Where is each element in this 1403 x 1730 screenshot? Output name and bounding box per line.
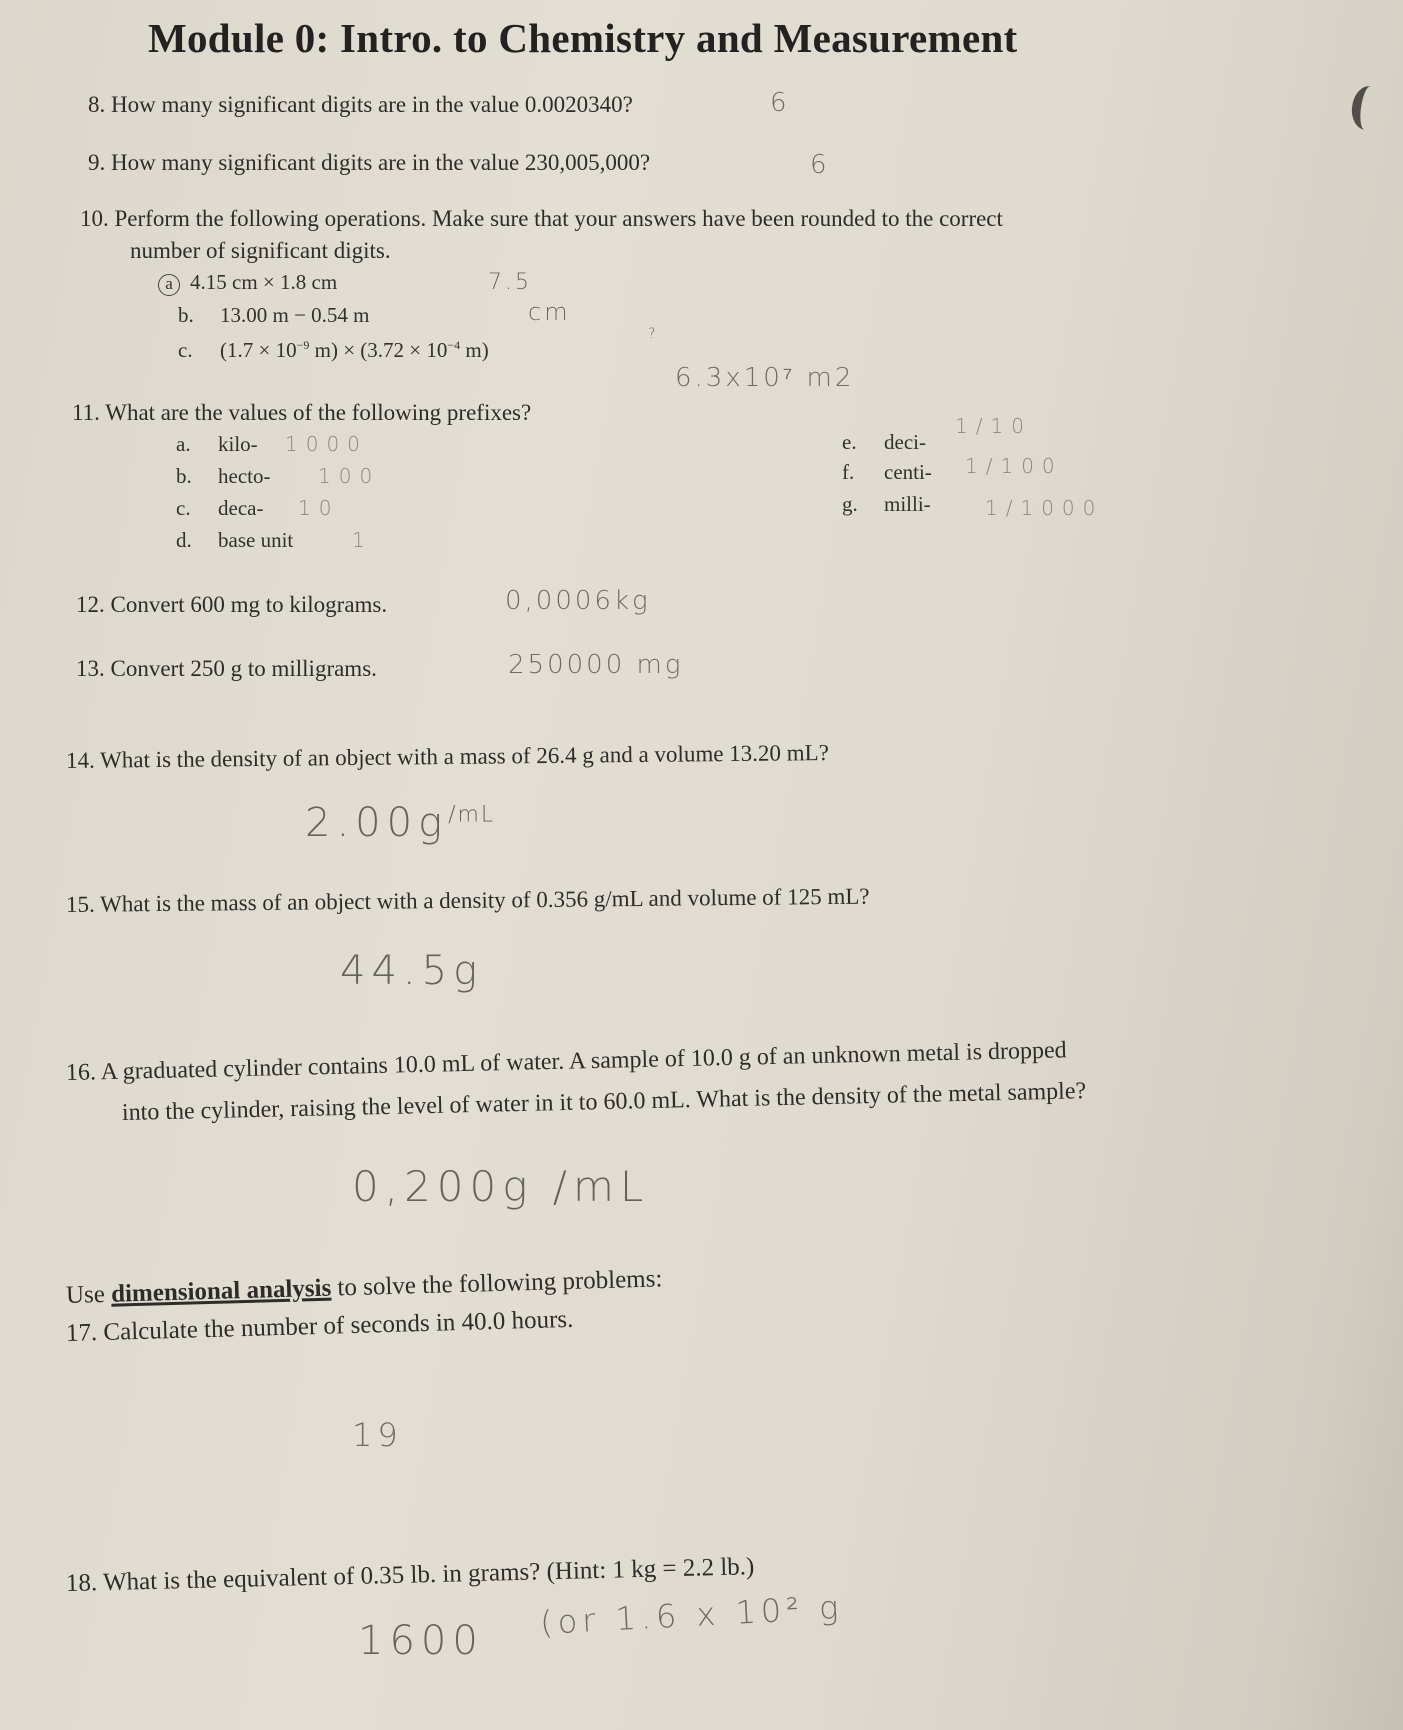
question-16-line2: into the cylinder, raising the level of water in it to 60.0 mL. What is the density of the metal sample? <box>121 1078 1087 1126</box>
answer-14: $2.00g^{/mL}$ <box>305 800 496 846</box>
answer-18-alt: (or 1.6 x 10² g <box>539 1588 845 1642</box>
question-15: 15. What is the mass of an object with a density of 0.356 g/mL and volume of 125 mL? <box>65 883 870 917</box>
question-17: 17. Calculate the number of seconds in 40.0 hours. <box>65 1305 574 1347</box>
binder-clip-shadow <box>1349 84 1386 132</box>
dimensional-analysis-instructions: Use dimensional analysis to solve the following problems: <box>65 1265 663 1309</box>
page-title: Module 0: Intro. to Chemistry and Measurement <box>148 15 1018 61</box>
expr-10a: 4.15 cm × 1.8 cm <box>190 270 338 294</box>
answer-18: 1600 <box>358 1618 484 1664</box>
answer-hecto: 100 <box>318 464 381 488</box>
answer-base-unit: 1 <box>352 528 373 552</box>
question-10a <box>158 270 337 296</box>
answer-deca: 10 <box>298 496 340 520</box>
prefix-kilo: a. kilo- <box>176 432 258 456</box>
emphasis-dimensional-analysis: dimensional analysis <box>110 1274 332 1308</box>
answer-milli: 1/1000 <box>985 496 1104 520</box>
answer-8: 6 <box>770 88 790 118</box>
answer-centi: 1/100 <box>965 454 1063 478</box>
question-10-line2: number of significant digits. <box>130 238 391 263</box>
answer-16: 0,200g /mL <box>352 1162 650 1211</box>
question-12: 12. Convert 600 mg to kilograms. <box>76 592 388 617</box>
answer-10c: 6.3x10⁷ m2 <box>675 363 855 393</box>
prefix-hecto: b. hecto- <box>176 464 271 488</box>
expr-10b: 13.00 m − 0.54 m <box>220 303 370 327</box>
question-10-line1: 10. Perform the following operations. Make sure that your answers have been rounded to the correct <box>80 206 1003 231</box>
question-16-line1: 16. A graduated cylinder contains 10.0 mL of water. A sample of 10.0 g of an unknown metal is dropped <box>65 1037 1067 1086</box>
prefix-deci: e. deci- <box>842 430 926 454</box>
question-8: 8. How many significant digits are in the value 0.0020340? <box>88 92 633 117</box>
circled-label-a: a <box>158 274 180 296</box>
question-13: 13. Convert 250 g to milligrams. <box>76 656 377 681</box>
question-10b: b. 13.00 m − 0.54 m <box>178 303 370 327</box>
answer-17: 19 <box>352 1416 403 1454</box>
question-mark-10c: ? <box>648 326 659 342</box>
prefix-base-unit: d. base unit <box>176 528 294 552</box>
question-9: 9. How many significant digits are in the value 230,005,000? <box>88 150 651 175</box>
answer-kilo: 1000 <box>285 432 368 456</box>
prefix-centi: f. centi- <box>842 460 932 484</box>
question-14: 14. What is the density of an object with a mass of 26.4 g and a volume 13.20 mL? <box>65 740 829 773</box>
answer-13: 250000 mg <box>508 650 684 680</box>
answer-9: 6 <box>810 150 830 180</box>
answer-15: 44.5g <box>340 948 484 994</box>
answer-deci: 1/10 <box>955 414 1032 438</box>
answer-12: 0,0006kg <box>505 586 651 616</box>
prefix-milli: g. milli- <box>842 492 931 516</box>
question-11: 11. What are the values of the following prefixes? <box>72 400 532 425</box>
answer-10b: cm <box>528 298 571 326</box>
answer-10a: 7.5 <box>488 270 532 295</box>
question-10c: c. ($1.7 \times 10^{-9}$ $m) \times (3.72 \times 10^{-4}$ m) <box>178 338 489 362</box>
question-18: 18. What is the equivalent of 0.35 lb. in grams? (Hint: 1 kg = 2.2 lb.) <box>65 1553 755 1597</box>
prefix-deca: c. deca- <box>176 496 264 520</box>
